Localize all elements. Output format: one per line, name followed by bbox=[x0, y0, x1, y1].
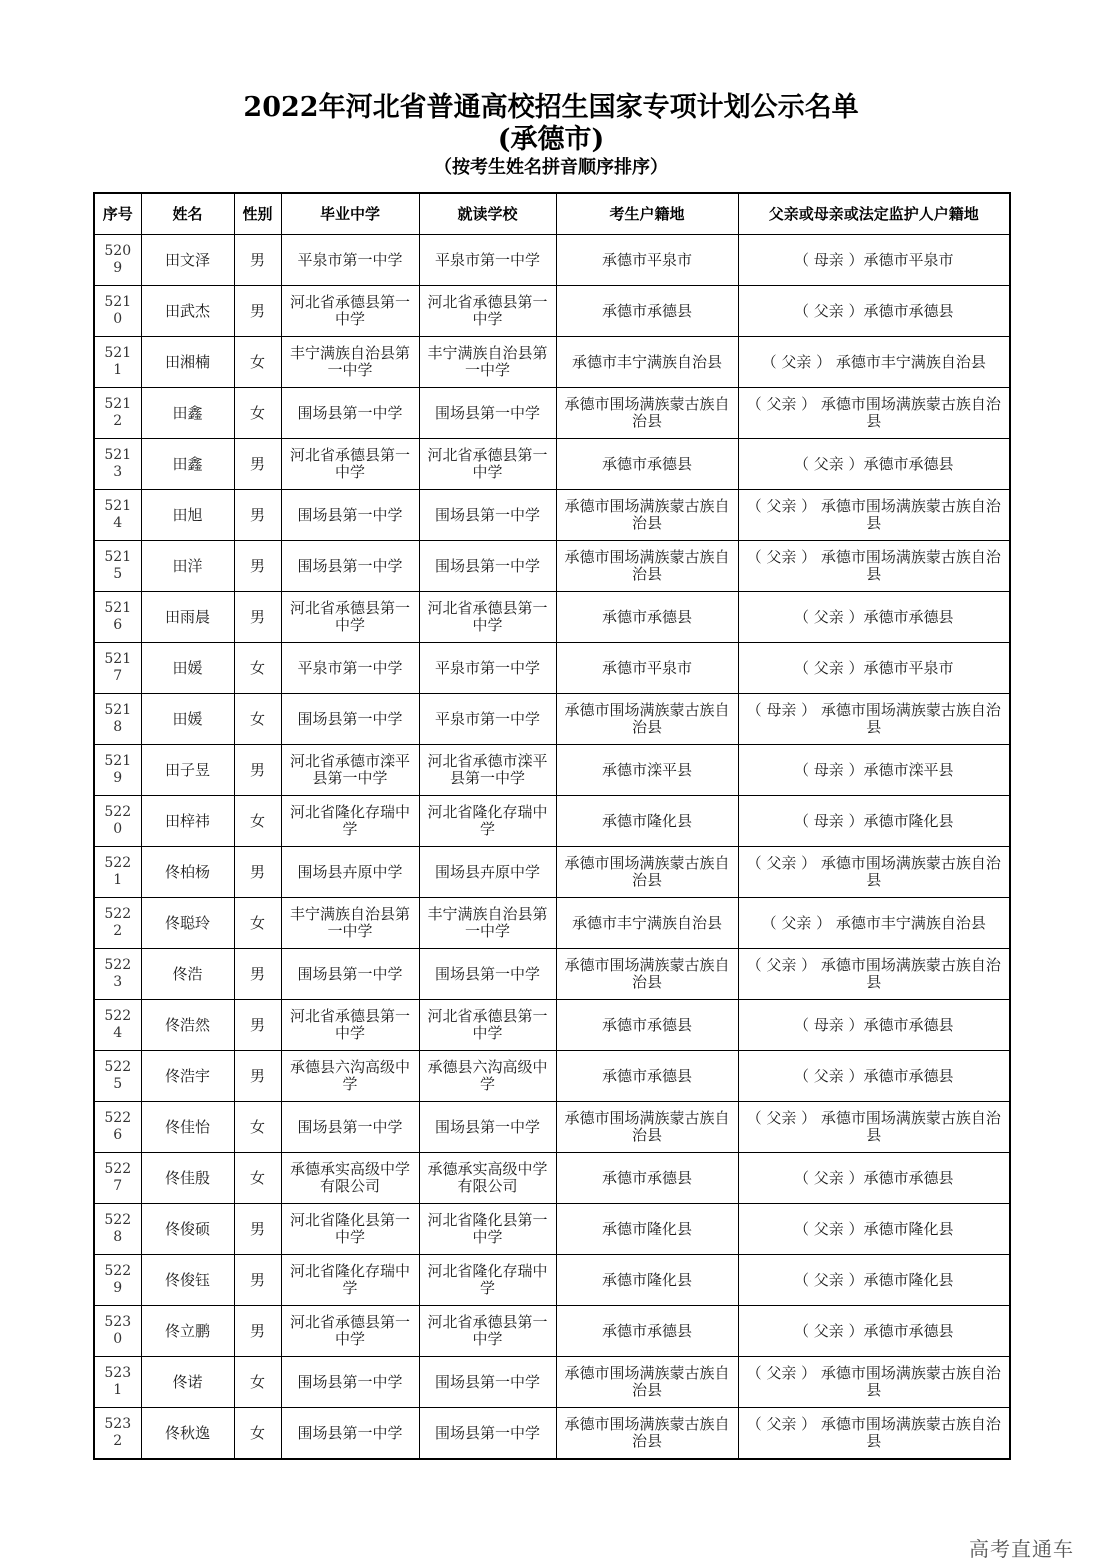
cell-guardian-household: （ 父亲 ） 承德市围场满族蒙古族自治县 bbox=[738, 1357, 1010, 1408]
cell-name: 佟浩然 bbox=[141, 1000, 234, 1051]
cell-graduation-school: 河北省承德县第一中学 bbox=[281, 1000, 419, 1051]
table-row bbox=[94, 694, 1010, 745]
cell-seq: 5209 bbox=[94, 235, 141, 286]
cell-guardian-household: （ 母亲 ）承德市滦平县 bbox=[738, 745, 1010, 796]
cell-seq: 5225 bbox=[94, 1051, 141, 1102]
cell-seq: 5215 bbox=[94, 541, 141, 592]
cell-seq: 5220 bbox=[94, 796, 141, 847]
cell-guardian-household: （ 父亲 ） 承德市围场满族蒙古族自治县 bbox=[738, 1102, 1010, 1153]
cell-seq: 5210 bbox=[94, 286, 141, 337]
column-header-graduation-school: 毕业中学 bbox=[281, 193, 419, 235]
cell-guardian-household: （ 父亲 ） 承德市围场满族蒙古族自治县 bbox=[738, 949, 1010, 1000]
document-title: 2022年河北省普通高校招生国家专项计划公示名单 bbox=[243, 92, 859, 123]
cell-gender: 男 bbox=[234, 1255, 281, 1306]
cell-current-school: 平泉市第一中学 bbox=[419, 643, 556, 694]
cell-gender: 女 bbox=[234, 643, 281, 694]
cell-student-household: 承德市承德县 bbox=[556, 1051, 738, 1102]
cell-student-household: 承德市平泉市 bbox=[556, 643, 738, 694]
cell-seq: 5212 bbox=[94, 388, 141, 439]
cell-name: 佟佳怡 bbox=[141, 1102, 234, 1153]
cell-gender: 女 bbox=[234, 1357, 281, 1408]
cell-student-household: 承德市围场满族蒙古族自治县 bbox=[556, 949, 738, 1000]
cell-gender: 女 bbox=[234, 388, 281, 439]
cell-current-school: 围场县卉原中学 bbox=[419, 847, 556, 898]
cell-current-school: 丰宁满族自治县第一中学 bbox=[419, 898, 556, 949]
cell-name: 田鑫 bbox=[141, 388, 234, 439]
cell-graduation-school: 围场县第一中学 bbox=[281, 490, 419, 541]
cell-name: 佟诺 bbox=[141, 1357, 234, 1408]
cell-guardian-household: （ 父亲 ） 承德市围场满族蒙古族自治县 bbox=[738, 1408, 1010, 1460]
cell-gender: 女 bbox=[234, 694, 281, 745]
cell-graduation-school: 河北省承德市滦平县第一中学 bbox=[281, 745, 419, 796]
cell-guardian-household: （ 父亲 ）承德市承德县 bbox=[738, 1051, 1010, 1102]
cell-guardian-household: （ 父亲 ） 承德市围场满族蒙古族自治县 bbox=[738, 388, 1010, 439]
cell-student-household: 承德市隆化县 bbox=[556, 1255, 738, 1306]
cell-name: 佟柏杨 bbox=[141, 847, 234, 898]
cell-seq: 5228 bbox=[94, 1204, 141, 1255]
table-row bbox=[94, 1255, 1010, 1306]
cell-guardian-household: （ 母亲 ） 承德市围场满族蒙古族自治县 bbox=[738, 694, 1010, 745]
cell-current-school: 围场县第一中学 bbox=[419, 388, 556, 439]
table-row bbox=[94, 1153, 1010, 1204]
table-body bbox=[94, 235, 1010, 1460]
cell-student-household: 承德市滦平县 bbox=[556, 745, 738, 796]
table-row bbox=[94, 490, 1010, 541]
cell-current-school: 围场县第一中学 bbox=[419, 949, 556, 1000]
cell-seq: 5221 bbox=[94, 847, 141, 898]
cell-current-school: 河北省隆化存瑞中学 bbox=[419, 796, 556, 847]
cell-student-household: 承德市承德县 bbox=[556, 1000, 738, 1051]
cell-graduation-school: 河北省隆化县第一中学 bbox=[281, 1204, 419, 1255]
table-row bbox=[94, 949, 1010, 1000]
cell-current-school: 围场县第一中学 bbox=[419, 1357, 556, 1408]
cell-seq: 5231 bbox=[94, 1357, 141, 1408]
cell-gender: 男 bbox=[234, 745, 281, 796]
cell-current-school: 围场县第一中学 bbox=[419, 490, 556, 541]
cell-guardian-household: （ 母亲 ）承德市隆化县 bbox=[738, 796, 1010, 847]
cell-student-household: 承德市围场满族蒙古族自治县 bbox=[556, 1357, 738, 1408]
cell-gender: 女 bbox=[234, 337, 281, 388]
cell-guardian-household: （ 父亲 ） 承德市围场满族蒙古族自治县 bbox=[738, 847, 1010, 898]
cell-gender: 女 bbox=[234, 1408, 281, 1460]
cell-guardian-household: （ 父亲 ）承德市隆化县 bbox=[738, 1255, 1010, 1306]
table-row bbox=[94, 898, 1010, 949]
table-row bbox=[94, 286, 1010, 337]
cell-seq: 5219 bbox=[94, 745, 141, 796]
table-row bbox=[94, 388, 1010, 439]
cell-student-household: 承德市承德县 bbox=[556, 1153, 738, 1204]
cell-gender: 男 bbox=[234, 286, 281, 337]
cell-gender: 男 bbox=[234, 847, 281, 898]
cell-seq: 5211 bbox=[94, 337, 141, 388]
column-header-student-household: 考生户籍地 bbox=[556, 193, 738, 235]
cell-guardian-household: （ 父亲 ） 承德市围场满族蒙古族自治县 bbox=[738, 490, 1010, 541]
column-header-name: 姓名 bbox=[141, 193, 234, 235]
cell-seq: 5232 bbox=[94, 1408, 141, 1460]
cell-student-household: 承德市丰宁满族自治县 bbox=[556, 898, 738, 949]
cell-guardian-household: （ 父亲 ）承德市承德县 bbox=[738, 1306, 1010, 1357]
cell-current-school: 河北省隆化存瑞中学 bbox=[419, 1255, 556, 1306]
cell-gender: 女 bbox=[234, 1153, 281, 1204]
cell-graduation-school: 平泉市第一中学 bbox=[281, 643, 419, 694]
cell-seq: 5213 bbox=[94, 439, 141, 490]
cell-graduation-school: 围场县第一中学 bbox=[281, 1102, 419, 1153]
cell-gender: 男 bbox=[234, 1306, 281, 1357]
cell-current-school: 承德承实高级中学有限公司 bbox=[419, 1153, 556, 1204]
cell-name: 佟浩 bbox=[141, 949, 234, 1000]
cell-gender: 女 bbox=[234, 1102, 281, 1153]
table-row bbox=[94, 1306, 1010, 1357]
cell-current-school: 围场县第一中学 bbox=[419, 1408, 556, 1460]
cell-current-school: 河北省承德县第一中学 bbox=[419, 286, 556, 337]
cell-name: 佟佳殷 bbox=[141, 1153, 234, 1204]
cell-guardian-household: （ 父亲 ） 承德市丰宁满族自治县 bbox=[738, 337, 1010, 388]
cell-student-household: 承德市承德县 bbox=[556, 439, 738, 490]
cell-guardian-household: （ 父亲 ） 承德市丰宁满族自治县 bbox=[738, 898, 1010, 949]
column-header-gender: 性别 bbox=[234, 193, 281, 235]
column-header-seq: 序号 bbox=[94, 193, 141, 235]
cell-gender: 男 bbox=[234, 235, 281, 286]
cell-current-school: 河北省承德县第一中学 bbox=[419, 1000, 556, 1051]
cell-graduation-school: 围场县第一中学 bbox=[281, 694, 419, 745]
cell-current-school: 河北省承德县第一中学 bbox=[419, 592, 556, 643]
cell-name: 佟俊钰 bbox=[141, 1255, 234, 1306]
table-row bbox=[94, 541, 1010, 592]
cell-current-school: 河北省承德县第一中学 bbox=[419, 439, 556, 490]
table-row bbox=[94, 847, 1010, 898]
cell-current-school: 河北省隆化县第一中学 bbox=[419, 1204, 556, 1255]
cell-name: 田武杰 bbox=[141, 286, 234, 337]
cell-graduation-school: 丰宁满族自治县第一中学 bbox=[281, 898, 419, 949]
cell-graduation-school: 河北省隆化存瑞中学 bbox=[281, 1255, 419, 1306]
cell-guardian-household: （ 父亲 ）承德市隆化县 bbox=[738, 1204, 1010, 1255]
cell-gender: 男 bbox=[234, 541, 281, 592]
cell-current-school: 围场县第一中学 bbox=[419, 541, 556, 592]
cell-name: 佟立鹏 bbox=[141, 1306, 234, 1357]
table-row bbox=[94, 592, 1010, 643]
cell-student-household: 承德市围场满族蒙古族自治县 bbox=[556, 847, 738, 898]
cell-graduation-school: 丰宁满族自治县第一中学 bbox=[281, 337, 419, 388]
cell-graduation-school: 河北省隆化存瑞中学 bbox=[281, 796, 419, 847]
cell-student-household: 承德市丰宁满族自治县 bbox=[556, 337, 738, 388]
cell-graduation-school: 河北省承德县第一中学 bbox=[281, 439, 419, 490]
cell-seq: 5224 bbox=[94, 1000, 141, 1051]
cell-gender: 女 bbox=[234, 796, 281, 847]
cell-seq: 5227 bbox=[94, 1153, 141, 1204]
table-row bbox=[94, 439, 1010, 490]
cell-guardian-household: （ 父亲 ）承德市平泉市 bbox=[738, 643, 1010, 694]
cell-gender: 男 bbox=[234, 592, 281, 643]
cell-graduation-school: 承德承实高级中学有限公司 bbox=[281, 1153, 419, 1204]
cell-name: 田鑫 bbox=[141, 439, 234, 490]
table-row bbox=[94, 796, 1010, 847]
cell-seq: 5217 bbox=[94, 643, 141, 694]
cell-gender: 男 bbox=[234, 949, 281, 1000]
roster-table bbox=[93, 192, 1011, 1460]
cell-name: 田洋 bbox=[141, 541, 234, 592]
cell-gender: 男 bbox=[234, 1204, 281, 1255]
cell-current-school: 河北省承德县第一中学 bbox=[419, 1306, 556, 1357]
cell-student-household: 承德市围场满族蒙古族自治县 bbox=[556, 490, 738, 541]
cell-graduation-school: 河北省承德县第一中学 bbox=[281, 286, 419, 337]
cell-name: 田子昱 bbox=[141, 745, 234, 796]
table-row bbox=[94, 235, 1010, 286]
cell-graduation-school: 承德县六沟高级中学 bbox=[281, 1051, 419, 1102]
cell-guardian-household: （ 父亲 ）承德市承德县 bbox=[738, 1153, 1010, 1204]
cell-seq: 5214 bbox=[94, 490, 141, 541]
cell-seq: 5222 bbox=[94, 898, 141, 949]
cell-student-household: 承德市承德县 bbox=[556, 592, 738, 643]
cell-gender: 男 bbox=[234, 1000, 281, 1051]
cell-student-household: 承德市围场满族蒙古族自治县 bbox=[556, 388, 738, 439]
cell-current-school: 河北省承德市滦平县第一中学 bbox=[419, 745, 556, 796]
cell-seq: 5230 bbox=[94, 1306, 141, 1357]
cell-guardian-household: （ 母亲 ）承德市平泉市 bbox=[738, 235, 1010, 286]
cell-current-school: 围场县第一中学 bbox=[419, 1102, 556, 1153]
cell-current-school: 承德县六沟高级中学 bbox=[419, 1051, 556, 1102]
table-row bbox=[94, 1408, 1010, 1460]
cell-student-household: 承德市承德县 bbox=[556, 1306, 738, 1357]
cell-name: 佟秋逸 bbox=[141, 1408, 234, 1460]
cell-name: 田湘楠 bbox=[141, 337, 234, 388]
column-header-guardian-household: 父亲或母亲或法定监护人户籍地 bbox=[738, 193, 1010, 235]
cell-graduation-school: 河北省承德县第一中学 bbox=[281, 1306, 419, 1357]
cell-guardian-household: （ 父亲 ）承德市承德县 bbox=[738, 439, 1010, 490]
cell-name: 田旭 bbox=[141, 490, 234, 541]
cell-seq: 5216 bbox=[94, 592, 141, 643]
cell-guardian-household: （ 父亲 ）承德市承德县 bbox=[738, 592, 1010, 643]
cell-name: 田梓祎 bbox=[141, 796, 234, 847]
table-row bbox=[94, 745, 1010, 796]
table-row bbox=[94, 643, 1010, 694]
cell-seq: 5229 bbox=[94, 1255, 141, 1306]
cell-graduation-school: 围场县第一中学 bbox=[281, 1408, 419, 1460]
cell-student-household: 承德市隆化县 bbox=[556, 796, 738, 847]
cell-name: 田媛 bbox=[141, 694, 234, 745]
cell-graduation-school: 围场县第一中学 bbox=[281, 388, 419, 439]
cell-graduation-school: 围场县第一中学 bbox=[281, 541, 419, 592]
cell-name: 田雨晨 bbox=[141, 592, 234, 643]
table-row bbox=[94, 1204, 1010, 1255]
sort-note: （按考生姓名拼音顺序排序） bbox=[434, 157, 668, 178]
cell-graduation-school: 围场县第一中学 bbox=[281, 949, 419, 1000]
table-row bbox=[94, 1102, 1010, 1153]
cell-guardian-household: （ 父亲 ）承德市承德县 bbox=[738, 286, 1010, 337]
cell-graduation-school: 河北省承德县第一中学 bbox=[281, 592, 419, 643]
cell-student-household: 承德市承德县 bbox=[556, 286, 738, 337]
cell-graduation-school: 围场县第一中学 bbox=[281, 1357, 419, 1408]
cell-name: 佟俊硕 bbox=[141, 1204, 234, 1255]
cell-student-household: 承德市隆化县 bbox=[556, 1204, 738, 1255]
table-row bbox=[94, 1000, 1010, 1051]
cell-student-household: 承德市围场满族蒙古族自治县 bbox=[556, 1408, 738, 1460]
cell-current-school: 平泉市第一中学 bbox=[419, 694, 556, 745]
cell-guardian-household: （ 母亲 ）承德市承德县 bbox=[738, 1000, 1010, 1051]
cell-gender: 男 bbox=[234, 1051, 281, 1102]
cell-name: 田文泽 bbox=[141, 235, 234, 286]
cell-graduation-school: 平泉市第一中学 bbox=[281, 235, 419, 286]
cell-name: 佟聪玲 bbox=[141, 898, 234, 949]
cell-gender: 男 bbox=[234, 439, 281, 490]
table-row bbox=[94, 1357, 1010, 1408]
cell-seq: 5223 bbox=[94, 949, 141, 1000]
cell-student-household: 承德市围场满族蒙古族自治县 bbox=[556, 541, 738, 592]
watermark: 高考直通车 bbox=[969, 1537, 1074, 1561]
cell-name: 田媛 bbox=[141, 643, 234, 694]
cell-seq: 5218 bbox=[94, 694, 141, 745]
cell-current-school: 丰宁满族自治县第一中学 bbox=[419, 337, 556, 388]
cell-gender: 女 bbox=[234, 898, 281, 949]
table-row bbox=[94, 337, 1010, 388]
cell-student-household: 承德市围场满族蒙古族自治县 bbox=[556, 1102, 738, 1153]
cell-name: 佟浩宇 bbox=[141, 1051, 234, 1102]
cell-student-household: 承德市平泉市 bbox=[556, 235, 738, 286]
cell-guardian-household: （ 父亲 ） 承德市围场满族蒙古族自治县 bbox=[738, 541, 1010, 592]
cell-student-household: 承德市围场满族蒙古族自治县 bbox=[556, 694, 738, 745]
column-header-current-school: 就读学校 bbox=[419, 193, 556, 235]
cell-graduation-school: 围场县卉原中学 bbox=[281, 847, 419, 898]
cell-gender: 男 bbox=[234, 490, 281, 541]
cell-seq: 5226 bbox=[94, 1102, 141, 1153]
table-header-row bbox=[94, 193, 1010, 235]
table-row bbox=[94, 1051, 1010, 1102]
cell-current-school: 平泉市第一中学 bbox=[419, 235, 556, 286]
document-city: (承德市) bbox=[497, 124, 605, 155]
